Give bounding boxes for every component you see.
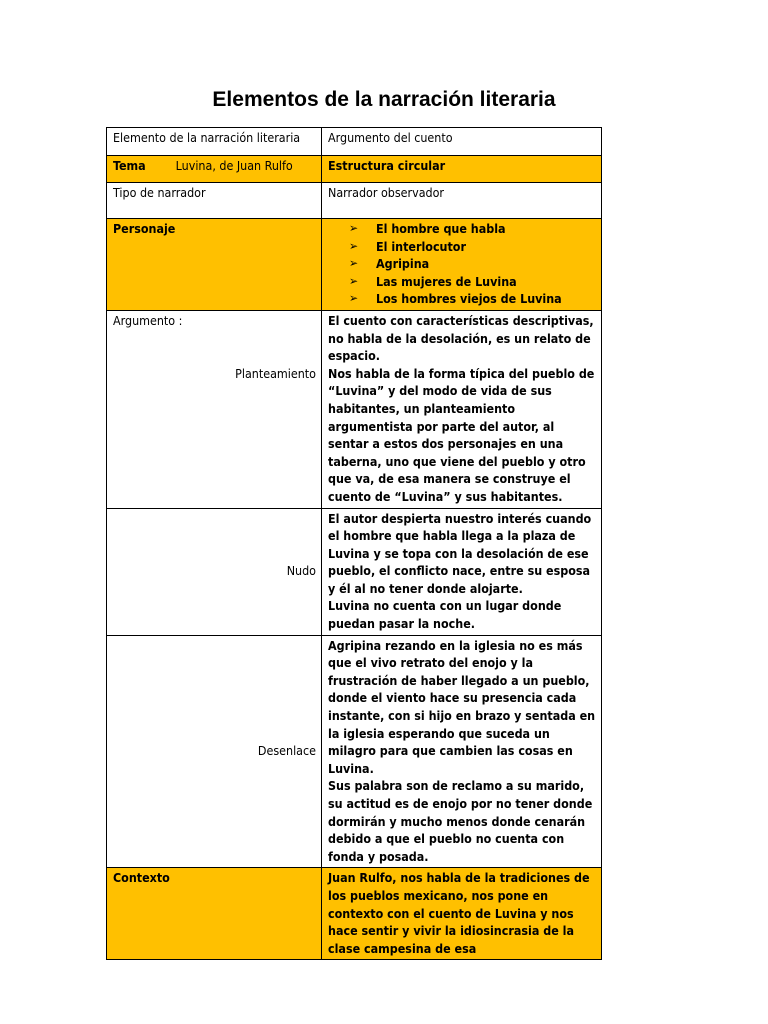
nudo-text	[322, 508, 602, 635]
planteamiento-paragraph-2: Nos habla de la forma típica del pueblo de “Luvina” y del modo de vida de sus habitantes, un planteamiento argumentista por parte del autor, al sentar a estos dos personajes en una taberna, uno que viene del pueblo y otro que va, de esa manera se construye el cuento de “Luvina” y sus habitantes.	[328, 365, 595, 504]
planteamiento-text	[322, 310, 602, 508]
header-col2: Argumento del cuento	[322, 128, 602, 156]
desenlace-text	[322, 635, 602, 868]
narrador-label: Tipo de narrador	[107, 183, 322, 219]
tema-work: Luvina, de Juan Rulfo	[175, 158, 293, 173]
arrow-bullet-icon: ➢	[349, 273, 359, 288]
personaje-list	[328, 220, 596, 308]
list-item: ➢ El interlocutor	[349, 238, 466, 254]
personaje-list-cell	[322, 219, 602, 311]
nudo-paragraph-1: El autor despierta nuestro interés cuando el hombre que habla llega a la plaza de Luvina y se topa con la desolación de ese pueblo, el conflicto nace, entre su esposa y él al no tener donde alojarte.	[328, 510, 592, 596]
tema-value: Estructura circular	[322, 156, 602, 183]
personaje-label: Personaje	[107, 219, 322, 311]
planteamiento-label: Planteamiento	[235, 365, 316, 381]
nudo-label: Nudo	[107, 508, 322, 635]
desenlace-paragraph-2: Sus palabra son de reclamo a su marido, su actitud es de enojo por no tener donde dormirán y mucho menos donde cenarán debido a que el pueblo no cuenta con fonda y posada.	[328, 778, 593, 864]
personaje-row	[107, 219, 602, 311]
planteamiento-row	[107, 310, 602, 508]
planteamiento-label-cell	[107, 310, 322, 508]
arrow-bullet-icon: ➢	[349, 291, 359, 306]
planteamiento-paragraph-1: El cuento con características descriptivas, no habla de la desolación, es un relato de espacio.	[328, 312, 594, 364]
list-item: ➢ El hombre que habla	[349, 221, 506, 236]
arrow-bullet-icon: ➢	[349, 221, 359, 235]
list-item: ➢ Los hombres viejos de Luvina	[349, 291, 562, 307]
narrador-row	[107, 183, 602, 219]
contexto-row	[107, 868, 602, 960]
argumento-label: Argumento :	[113, 312, 183, 328]
nudo-paragraph-2: Luvina no cuenta con un lugar donde puedan pasar la noche.	[328, 598, 562, 632]
narrador-value: Narrador observador	[322, 183, 602, 219]
desenlace-paragraph-1: Agripina rezando en la iglesia no es más que el vivo retrato del enojo y la frustración de haber llegado a un pueblo, donde el viento hace su presencia cada instante, con si hijo en brazo y sentada en la iglesia esperando que suceda un milagro para que cambien las cosas en Luvina.	[328, 637, 596, 776]
narration-elements-table	[106, 127, 602, 960]
contexto-label: Contexto	[107, 868, 322, 960]
contexto-value: Juan Rulfo, nos habla de la tradiciones de los pueblos mexicano, nos pone en contexto con el cuento de Luvina y nos hace sentir y vivir la idiosincrasia de la clase campesina de esa	[322, 868, 602, 960]
desenlace-row	[107, 635, 602, 868]
tema-label-cell	[107, 156, 322, 183]
tema-label: Tema	[113, 158, 146, 173]
header-col1: Elemento de la narración literaria	[107, 128, 322, 156]
list-item: ➢ Agripina	[349, 256, 430, 272]
arrow-bullet-icon: ➢	[349, 238, 359, 253]
table-header-row	[107, 128, 602, 156]
nudo-row	[107, 508, 602, 635]
arrow-bullet-icon: ➢	[349, 256, 359, 271]
tema-row	[107, 156, 602, 183]
page-title: Elementos de la narración literaria	[212, 88, 556, 111]
list-item: ➢ Las mujeres de Luvina	[349, 273, 517, 289]
desenlace-label: Desenlace	[107, 635, 322, 868]
